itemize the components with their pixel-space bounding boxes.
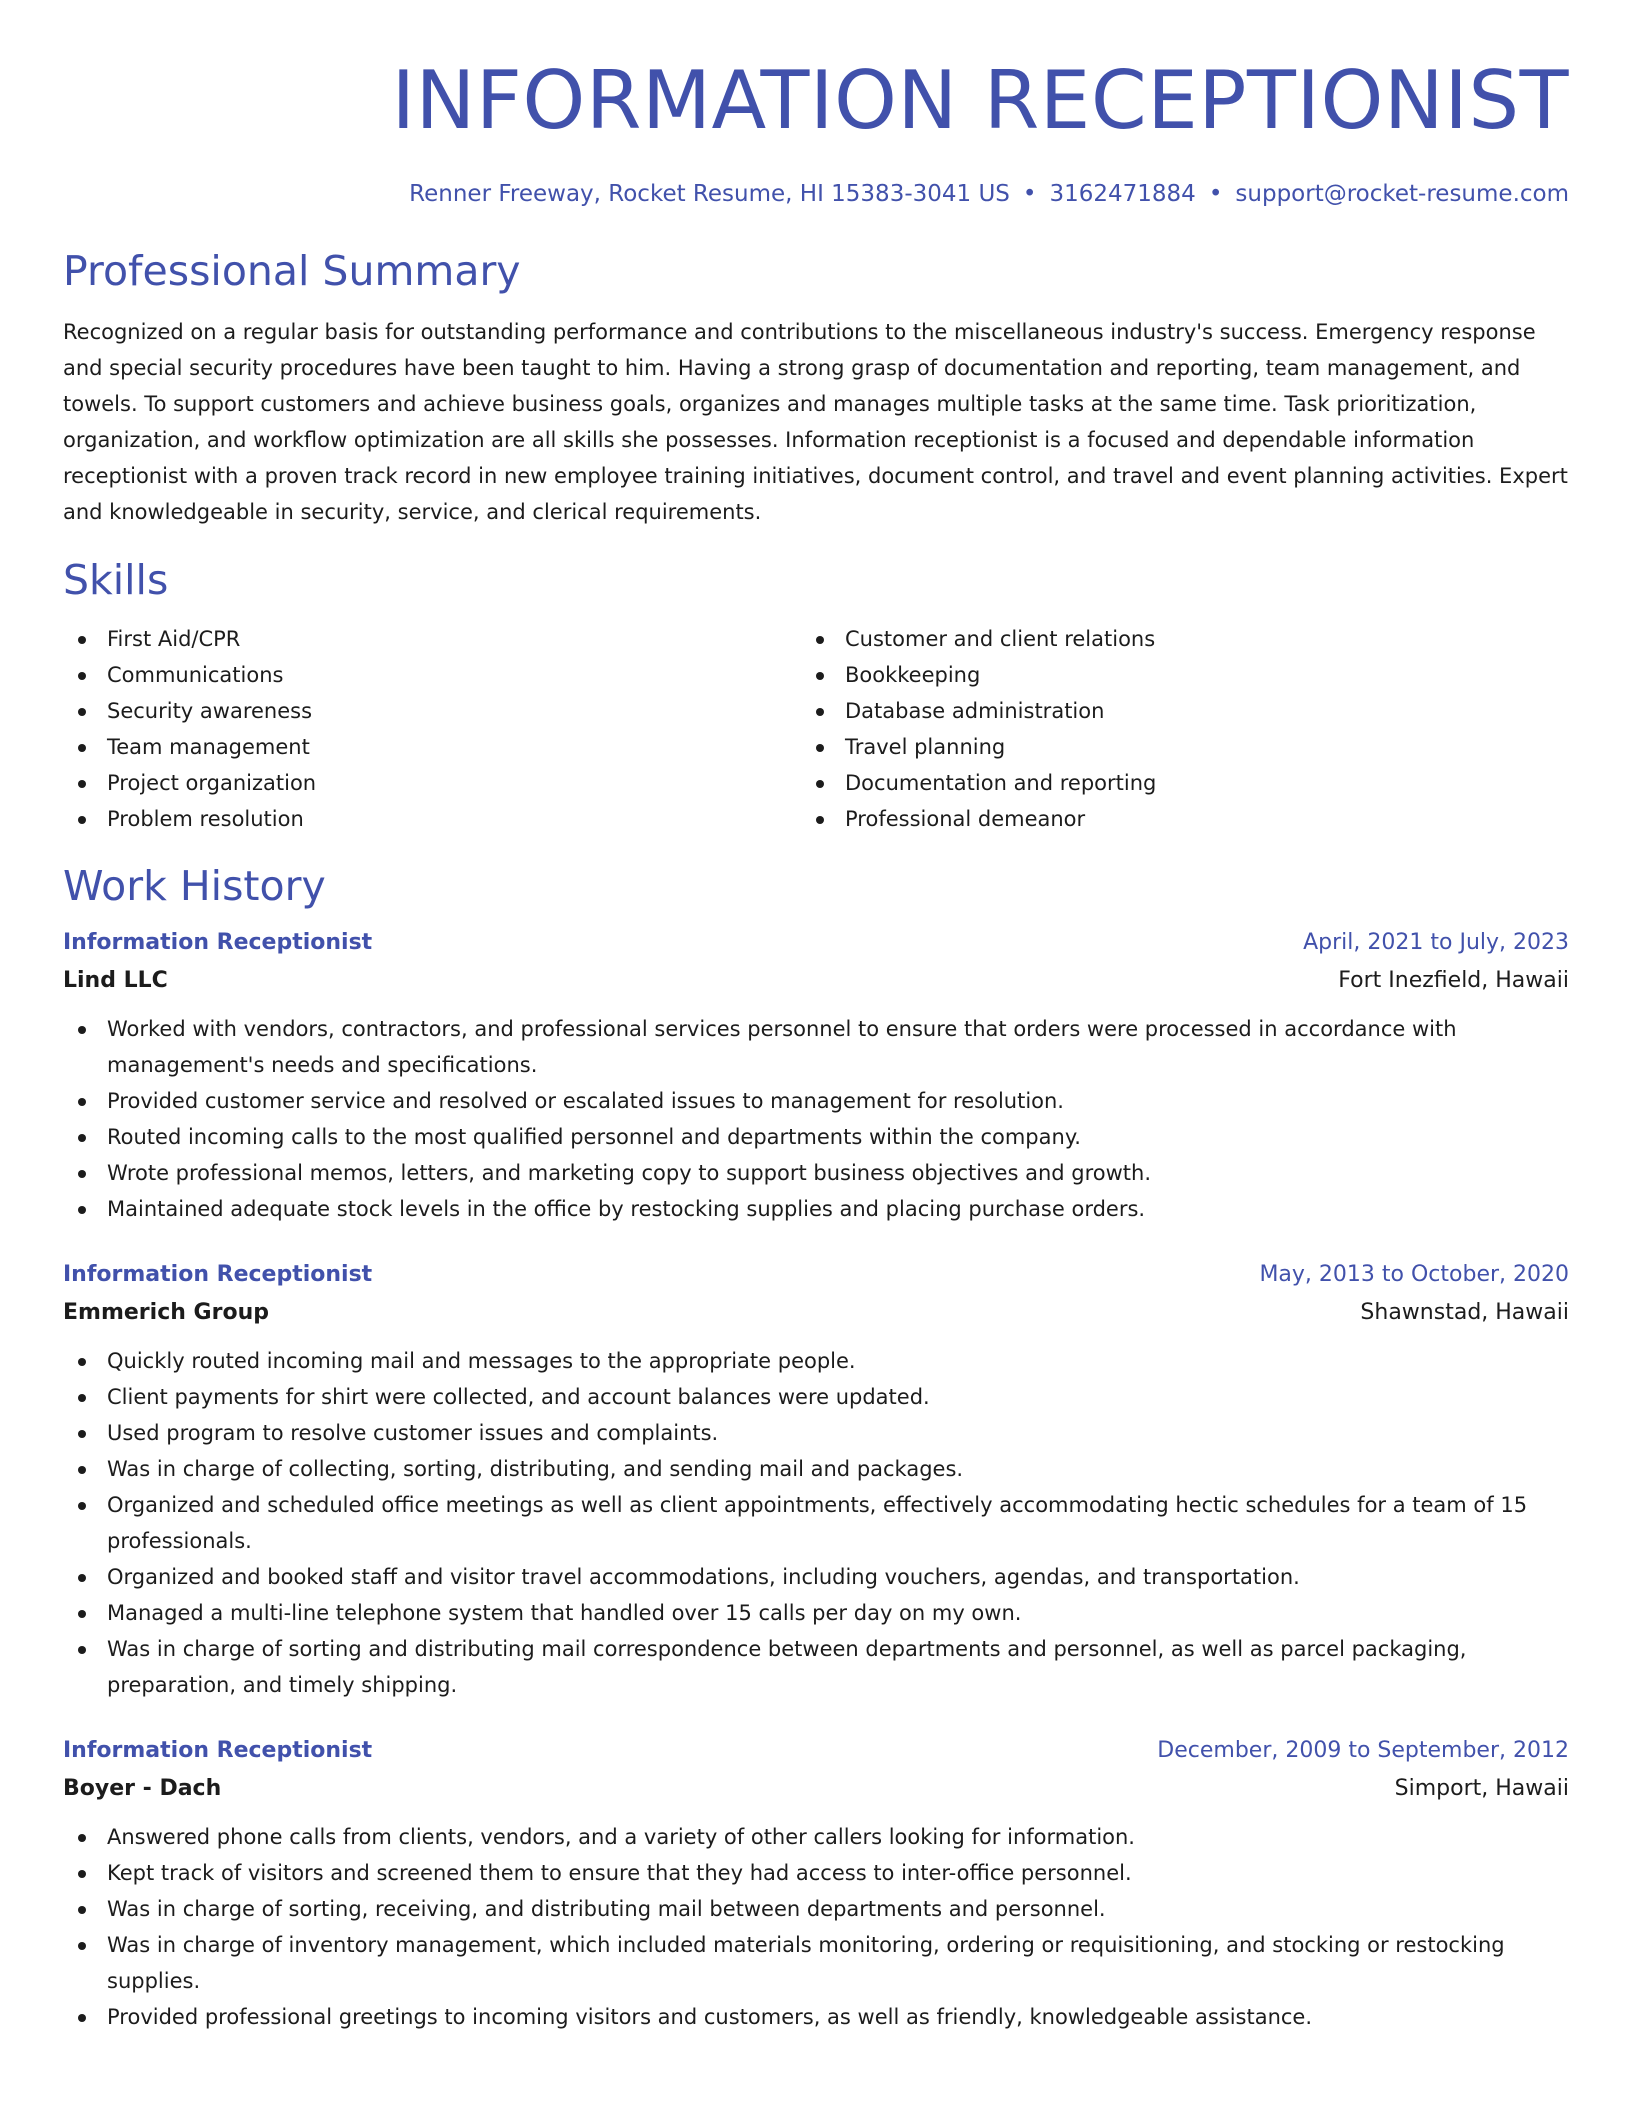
job-bullet: Wrote professional memos, letters, and marketing copy to support business objectives and growth. bbox=[63, 1155, 1569, 1191]
job-dates: April, 2021 to July, 2023 bbox=[1303, 930, 1569, 955]
summary-section bbox=[63, 246, 1569, 530]
section-title-work-history: Work History bbox=[63, 862, 326, 910]
skill-item: Documentation and reporting bbox=[801, 765, 1539, 801]
skills-list-left bbox=[63, 621, 801, 837]
work-history-section bbox=[63, 861, 1569, 2035]
skills-section bbox=[63, 555, 1569, 837]
candidate-name: INFORMATION RECEPTIONIST bbox=[391, 54, 1569, 147]
skill-item: Travel planning bbox=[801, 729, 1539, 765]
job-bullet: Organized and booked staff and visitor travel accommodations, including vouchers, agendas, and transportation. bbox=[63, 1559, 1569, 1595]
job-bullet: Routed incoming calls to the most qualified personnel and departments within the company. bbox=[63, 1119, 1569, 1155]
skill-item: Customer and client relations bbox=[801, 621, 1539, 657]
job-bullet: Provided professional greetings to incoming visitors and customers, as well as friendly, knowledgeable assistance. bbox=[63, 1999, 1569, 2035]
job-company-row bbox=[63, 961, 1569, 1001]
job-bullet: Managed a multi-line telephone system that handled over 15 calls per day on my own. bbox=[63, 1595, 1569, 1631]
job-bullet: Was in charge of collecting, sorting, distributing, and sending mail and packages. bbox=[63, 1451, 1569, 1487]
contact-email: support@rocket-resume.com bbox=[1235, 181, 1569, 207]
job-bullet: Used program to resolve customer issues and complaints. bbox=[63, 1415, 1569, 1451]
job-entry bbox=[63, 925, 1569, 1227]
job-bullet: Quickly routed incoming mail and messages to the appropriate people. bbox=[63, 1343, 1569, 1379]
job-dates: May, 2013 to October, 2020 bbox=[1259, 1262, 1569, 1287]
job-bullet: Was in charge of inventory management, which included materials monitoring, ordering or requisitioning, and stocking or restocking supplies. bbox=[63, 1927, 1569, 1999]
job-bullet: Maintained adequate stock levels in the office by restocking supplies and placing purchase orders. bbox=[63, 1191, 1569, 1227]
skill-item: Bookkeeping bbox=[801, 657, 1539, 693]
job-company: Boyer - Dach bbox=[63, 1776, 222, 1801]
job-company: Emmerich Group bbox=[63, 1300, 269, 1325]
job-bullet: Provided customer service and resolved or escalated issues to management for resolution. bbox=[63, 1083, 1569, 1119]
skills-list-right bbox=[801, 621, 1539, 837]
skill-item: Team management bbox=[63, 729, 801, 765]
job-bullet: Was in charge of sorting, receiving, and distributing mail between departments and personnel. bbox=[63, 1891, 1569, 1927]
job-title: Information Receptionist bbox=[63, 930, 373, 955]
job-location: Simport, Hawaii bbox=[1394, 1776, 1569, 1801]
contact-separator: • bbox=[1208, 181, 1223, 207]
skills-grid bbox=[63, 621, 1569, 837]
contact-line bbox=[63, 179, 1569, 209]
contact-separator: • bbox=[1022, 181, 1037, 207]
job-bullets bbox=[63, 1343, 1569, 1703]
section-title-summary: Professional Summary bbox=[63, 247, 521, 295]
job-company-row bbox=[63, 1769, 1569, 1809]
job-location: Shawnstad, Hawaii bbox=[1360, 1300, 1569, 1325]
job-dates: December, 2009 to September, 2012 bbox=[1157, 1738, 1569, 1763]
resume-header bbox=[63, 50, 1569, 209]
skill-item: Database administration bbox=[801, 693, 1539, 729]
job-location: Fort Inezfield, Hawaii bbox=[1338, 968, 1569, 993]
job-bullets bbox=[63, 1819, 1569, 2035]
contact-address: Renner Freeway, Rocket Resume, HI 15383-3041 US bbox=[409, 181, 1010, 207]
job-title: Information Receptionist bbox=[63, 1738, 373, 1763]
job-entry bbox=[63, 1733, 1569, 2035]
skill-item: Professional demeanor bbox=[801, 801, 1539, 837]
contact-phone: 3162471884 bbox=[1049, 181, 1196, 207]
skill-item: Communications bbox=[63, 657, 801, 693]
job-bullet: Was in charge of sorting and distributing mail correspondence between departments and personnel, as well as parcel packaging, preparation, and timely shipping. bbox=[63, 1631, 1569, 1703]
job-bullet: Client payments for shirt were collected, and account balances were updated. bbox=[63, 1379, 1569, 1415]
job-title-row bbox=[63, 1257, 1569, 1293]
job-title-row bbox=[63, 1733, 1569, 1769]
skill-item: First Aid/CPR bbox=[63, 621, 801, 657]
section-title-skills: Skills bbox=[63, 556, 169, 604]
skill-item: Problem resolution bbox=[63, 801, 801, 837]
job-bullet: Answered phone calls from clients, vendors, and a variety of other callers looking for information. bbox=[63, 1819, 1569, 1855]
job-bullet: Organized and scheduled office meetings as well as client appointments, effectively accommodating hectic schedules for a team of 15 professionals. bbox=[63, 1487, 1569, 1559]
summary-text: Recognized on a regular basis for outstanding performance and contributions to the miscellaneous industry's success. Emergency response and special security procedures have been taught to him. Having a strong grasp of documentation and reporting, team management, and towels. To support customers and achieve business goals, organizes and manages multiple tasks at the same time. Task prioritization, organization, and workflow optimization are all skills she possesses. Information receptionist is a focused and dependable information receptionist with a proven track record in new employee training initiatives, document control, and travel and event planning activities. Expert and knowledgeable in security, service, and clerical requirements. bbox=[63, 320, 1568, 524]
job-company: Lind LLC bbox=[63, 968, 168, 993]
job-company-row bbox=[63, 1293, 1569, 1333]
skill-item: Security awareness bbox=[63, 693, 801, 729]
skill-item: Project organization bbox=[63, 765, 801, 801]
job-title: Information Receptionist bbox=[63, 1262, 373, 1287]
job-title-row bbox=[63, 925, 1569, 961]
job-bullets bbox=[63, 1011, 1569, 1227]
job-entry bbox=[63, 1257, 1569, 1703]
job-bullet: Worked with vendors, contractors, and professional services personnel to ensure that orders were processed in accordance with management's needs and specifications. bbox=[63, 1011, 1569, 1083]
job-bullet: Kept track of visitors and screened them to ensure that they had access to inter-office personnel. bbox=[63, 1855, 1569, 1891]
